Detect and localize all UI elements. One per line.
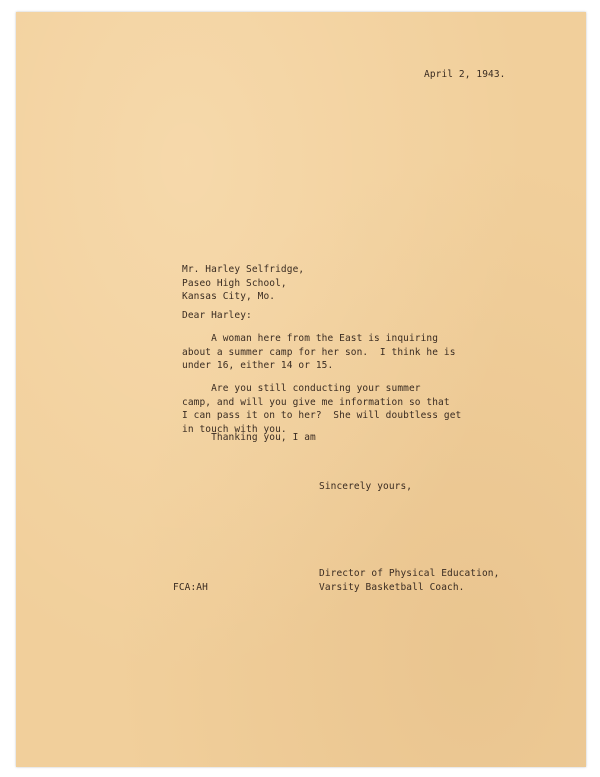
paragraph-request bbox=[182, 382, 502, 436]
letter-date: April 2, 1943. bbox=[424, 69, 506, 80]
paragraph-line: under 16, either 14 or 15. bbox=[182, 360, 334, 371]
letter-body bbox=[16, 12, 586, 767]
paragraph-line: about a summer camp for her son. I think he is bbox=[182, 346, 456, 358]
salutation: Dear Harley: bbox=[182, 310, 252, 321]
paragraph-line: in touch with you. bbox=[182, 423, 287, 435]
signature-title-line: Varsity Basketball Coach. bbox=[319, 581, 465, 593]
paragraph-thanks bbox=[182, 431, 502, 445]
recipient-address bbox=[182, 263, 304, 304]
address-line-school: Paseo High School, bbox=[182, 277, 287, 289]
paragraph-line: I can pass it on to her? She will doubtless get bbox=[182, 410, 462, 421]
paragraph-line: Are you still conducting your summer bbox=[182, 383, 421, 394]
address-line-name: Mr. Harley Selfridge, bbox=[182, 264, 305, 275]
paragraph-line: A woman here from the East is inquiring bbox=[182, 333, 439, 344]
letter-paper bbox=[16, 12, 586, 767]
reference-initials: FCA:AH bbox=[173, 582, 208, 593]
paragraph-inquiry bbox=[182, 332, 502, 373]
address-line-city: Kansas City, Mo. bbox=[182, 291, 276, 302]
paragraph-line: Thanking you, I am bbox=[182, 432, 316, 443]
paragraph-line: camp, and will you give me information so that bbox=[182, 396, 450, 408]
complimentary-close: Sincerely yours, bbox=[319, 481, 413, 492]
signature-block bbox=[319, 567, 499, 594]
signature-title-line: Director of Physical Education, bbox=[319, 568, 500, 579]
